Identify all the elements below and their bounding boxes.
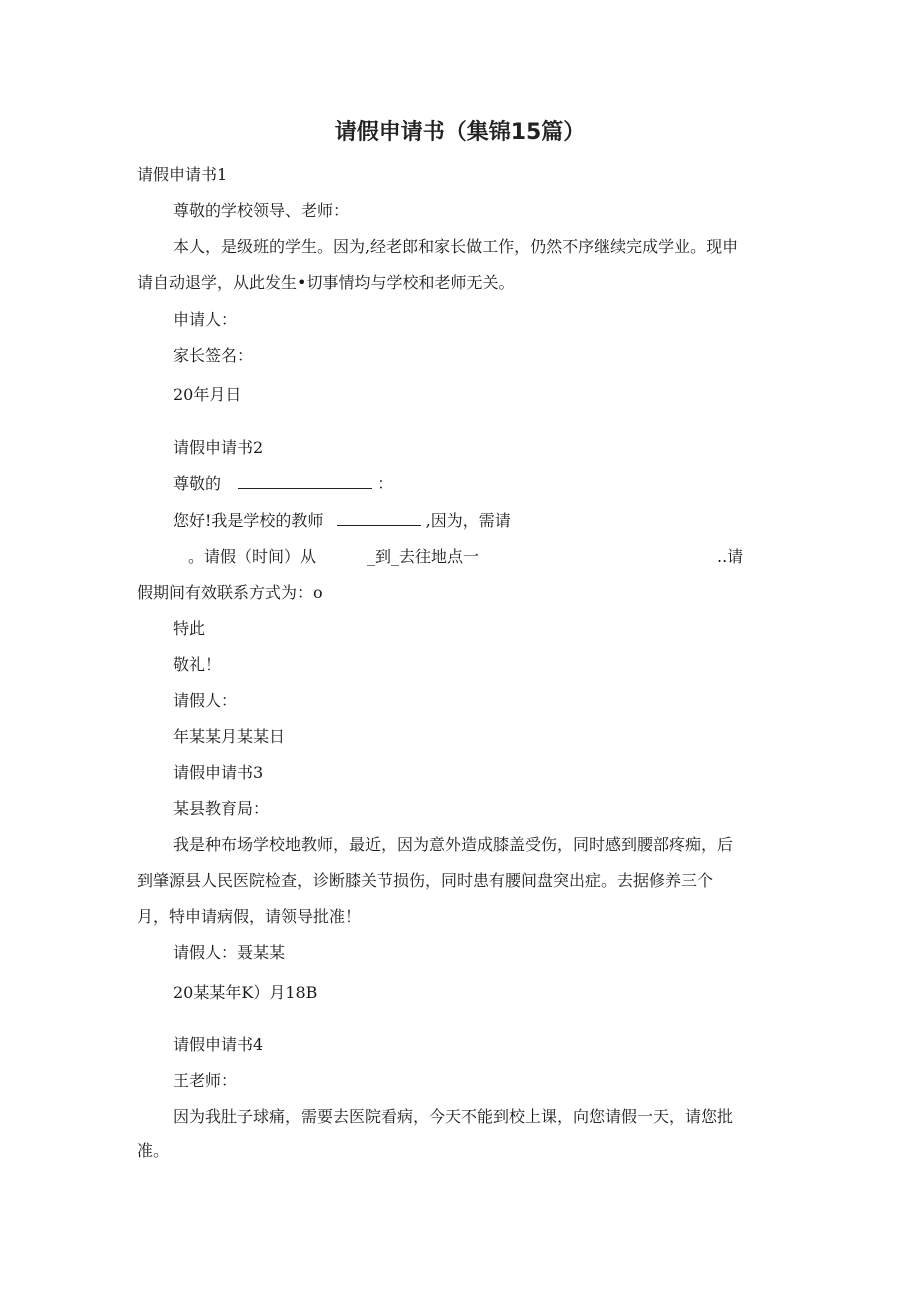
letter1-body-line2: 请自动退学，从此发生•切事情均与学校和老师无关。 (137, 273, 515, 292)
document-title: 请假申请书（集锦15篇） (334, 120, 586, 145)
letter2-heading: 请假申请书2 (173, 438, 264, 457)
reason-blank (337, 511, 421, 526)
letter2-closing1: 特此 (173, 619, 206, 638)
letter1-applicant: 申请人： (173, 310, 238, 329)
letter2-signer: 请假人： (173, 691, 238, 710)
letter3-body-line1: 我是种布场学校地教师，最近，因为意外造成膝盖受伤，同时感到腰部疼痴，后 (173, 835, 734, 854)
letter4-body-line2: 准。 (137, 1141, 170, 1160)
letter2-line3: 假期间有效联系方式为：o (137, 583, 323, 602)
letter2-date: 年某某月某某日 (173, 727, 286, 746)
letter4-recipient: 王老师： (173, 1071, 238, 1090)
letter2-line2-c: ..请 (717, 547, 744, 566)
letter4-heading: 请假申请书4 (173, 1035, 264, 1054)
letter2-line2-b: _到_去往地点一 (367, 547, 480, 566)
letter3-recipient: 某县教育局： (173, 799, 270, 818)
letter2-line1-prefix: 您好!我是学校的教师 (173, 511, 324, 530)
letter3-signer: 请假人：聂某某 (173, 943, 286, 962)
letter1-body-line1: 本人，是级班的学生。因为,经老郎和家长做工作，仍然不序继续完成学业。现申 (173, 237, 739, 256)
letter3-body-line3: 月，特申请病假，请领导批准！ (137, 907, 362, 926)
letter1-greeting: 尊敬的学校领导、老师： (173, 201, 350, 220)
letter2-line2-a: 。请假（时间）从 (188, 547, 317, 566)
letter2-line1-suffix: ,因为，需请 (425, 511, 511, 530)
recipient-blank (238, 474, 372, 489)
letter3-body-line2: 到肇源县人民医院检查，诊断膝关节损伤，同时患有腰间盘突出症。去据修养三个 (137, 871, 714, 890)
letter1-parent-signature: 家长签名： (173, 346, 254, 365)
letter3-date: 20某某年K）月18B (173, 983, 318, 1002)
letter2-line1 (173, 510, 511, 532)
letter2-greeting-suffix: ： (377, 474, 394, 493)
letter1-date: 20年月日 (173, 385, 242, 404)
letter2-closing2: 敬礼！ (173, 655, 222, 674)
letter2-greeting (173, 473, 393, 495)
letter3-heading: 请假申请书3 (173, 763, 264, 782)
letter2-greeting-prefix: 尊敬的 (173, 474, 222, 493)
letter4-body-line1: 因为我肚子球痛，需要去医院看病，今天不能到校上课，向您请假一天，请您批 (173, 1107, 734, 1126)
letter1-heading: 请假申请书1 (137, 165, 228, 184)
